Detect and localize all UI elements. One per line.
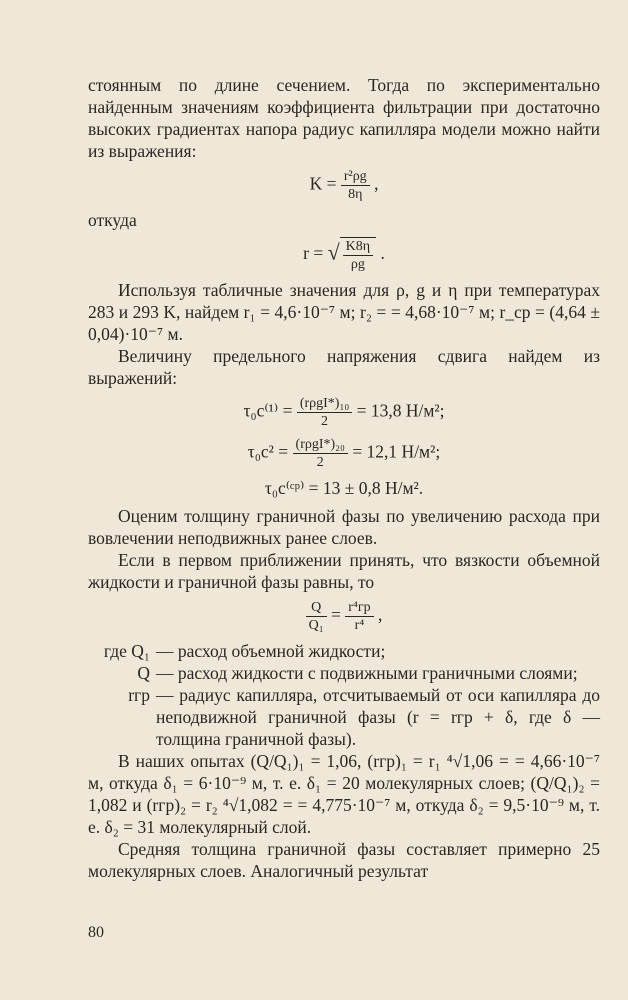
definition-row: Q — расход жидкости с подвижными граничными слоями; [137,663,578,683]
page-text [88,74,600,882]
paragraph-3: Величину предельного напряжения сдвига найдем из выражений: [88,346,600,388]
paragraph-2: Используя табличные значения для ρ, g и η при температурах 283 и 293 K, найдем r₁ = 4,6·10⁻⁷ м; r₂ = = 4,68·10⁻⁷ м; r_ср = (4,64 ± 0,04)·10⁻⁷ м. [88,280,600,344]
formula-k: K = $\frac{\text{r²ρg}}{8\eta}$ , [309,169,379,202]
formula-tau-avg: τ₀с⁽ᶜᵖ⁾ = 13 ± 0,8 Н/м². [264,478,424,498]
formula-tau-1: τ₀с⁽¹⁾ = $\frac{\text{(rρgI*)₁₀}}{2}$ = 13,8 Н/м²; [243,396,445,429]
definition-row: rгр — радиус капилляра, отсчитываемый от оси капилляра до неподвижной граничной фазы (r = rгр + δ, где δ — толщина граничной фазы). [128,685,600,749]
formula-q-ratio: $\frac{Q}{\text{Q₁}}$ = $\frac{\text{r⁴гр}}{\text{r⁴}}$ , [88,599,600,634]
page-number: 80 [88,924,104,941]
otkuda-label: откуда [88,210,137,230]
paragraph-1: стоянным по длине сечением. Тогда по экспериментально найденным значениям коэффициента фильтрации при достаточно высоких градиентах напора радиус капилляра модели можно найти из выражения: [88,75,600,161]
definition-row: где Q₁ — расход объемной жидкости; [103,641,386,661]
paragraph-7: Средняя толщина граничной фазы составляет примерно 25 молекулярных слоев. Аналогичный результат [88,839,600,881]
definitions-list [88,640,600,750]
paragraph-6: В наших опытах (Q/Q₁)₁ = 1,06, (rгр)₁ = r₁ ⁴√1,06 = = 4,66·10⁻⁷ м, откуда δ₁ = 6·10⁻⁹ м, т. е. δ₁ = 20 молекулярных слоев; (Q/Q₁)₂ = 1,082 и (rгр)₂ = r₂ ⁴√1,082 = = 4,775·10⁻⁷ м, откуда δ₂ = 9,5·10⁻⁹ м, т. е. δ₂ = 31 молекулярный слой. [88,751,600,837]
paragraph-4: Оценим толщину граничной фазы по увеличению расхода при вовлечении неподвижных ранее слоев. [88,506,600,548]
paragraph-5: Если в первом приближении принять, что вязкости объемной жидкости и граничной фазы равны, то [88,550,600,592]
formula-tau-2: τ₀с² = $\frac{\text{(rρgI*)₂₀}}{2}$ = 12,1 Н/м²; [247,437,441,470]
formula-r: r = √ $\frac{K8\eta}{\rho g}$ . [303,239,385,272]
